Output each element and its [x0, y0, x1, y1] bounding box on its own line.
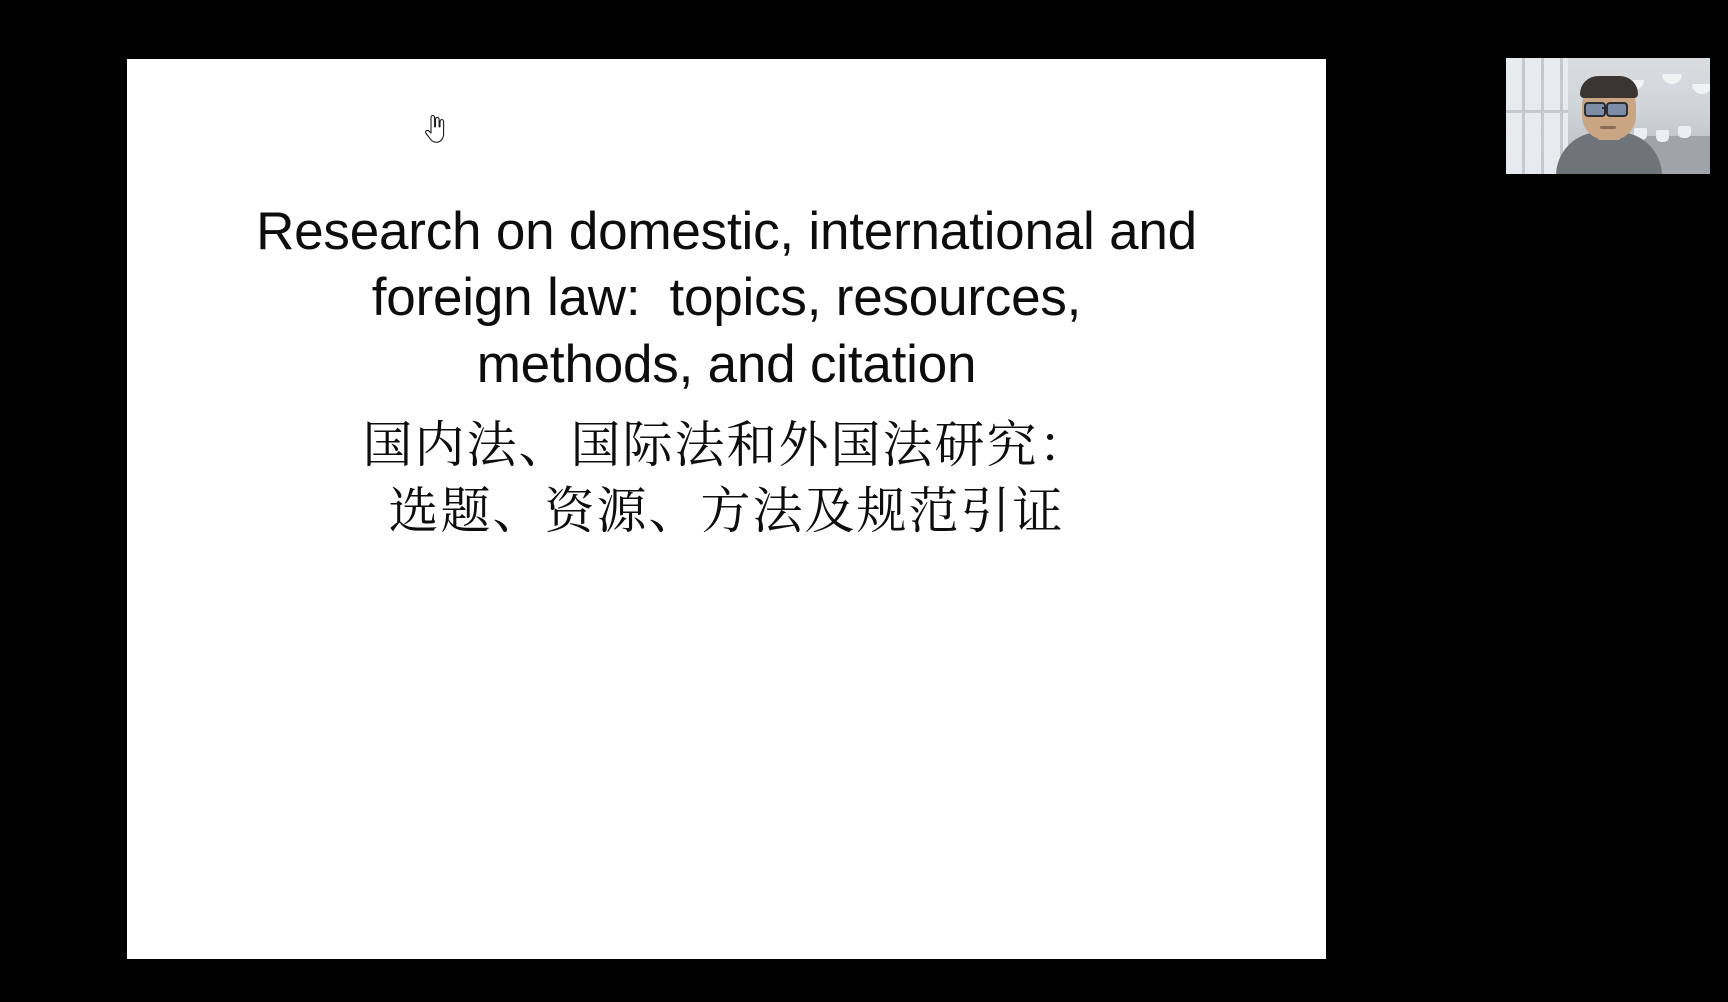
glasses-icon	[1606, 102, 1628, 117]
slide-line-zh-1: 国内法、国际法和外国法研究：	[362, 415, 1091, 474]
slide-line-en-1: Research on domestic, international and	[256, 202, 1197, 261]
cup-decor	[1656, 130, 1669, 142]
slide-text-block	[127, 199, 1326, 545]
slide-line-en-3: methods, and citation	[476, 334, 977, 394]
slide-title-english	[127, 199, 1326, 398]
participant-video-tile[interactable]	[1506, 58, 1710, 174]
slide-title-chinese	[127, 412, 1326, 545]
slide-line-zh-2: 选题、资源、方法及规范引证	[388, 482, 1065, 541]
glasses-bridge	[1602, 107, 1608, 109]
glasses-icon	[1584, 102, 1606, 117]
presenter-mouth	[1600, 126, 1616, 129]
hand-pointer-cursor-icon	[424, 115, 446, 143]
window-decor	[1506, 58, 1568, 174]
slide-line-en-2: foreign law: topics, resources,	[371, 268, 1082, 328]
presenter-hair	[1580, 76, 1638, 98]
cup-decor	[1678, 126, 1691, 138]
presentation-slide	[127, 59, 1326, 959]
